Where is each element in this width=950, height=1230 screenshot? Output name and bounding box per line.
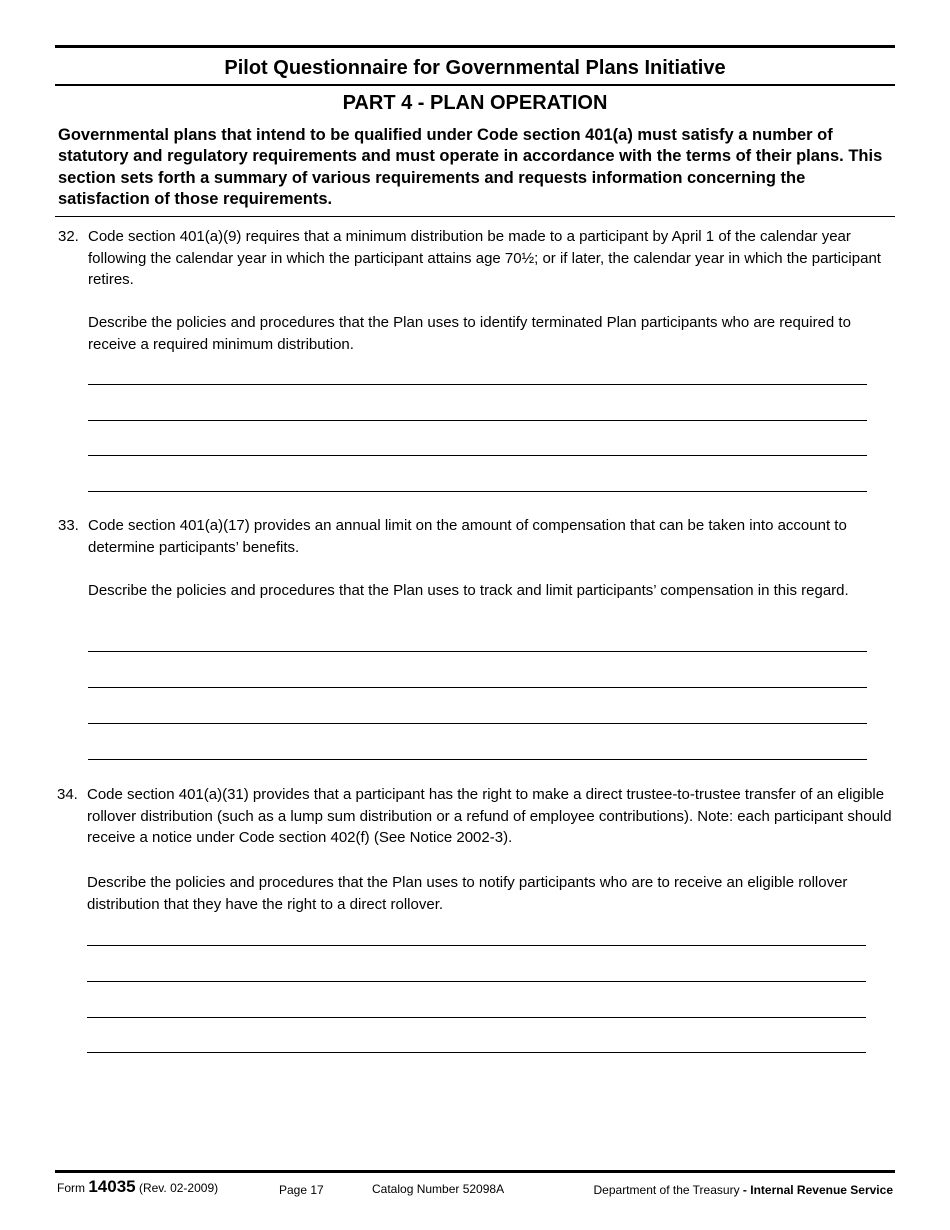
- answer-line[interactable]: [88, 687, 867, 688]
- intro-paragraph: Governmental plans that intend to be qualified under Code section 401(a) must satisfy a number of statutory and regulatory requirements and must operate in accordance with the terms of their plans. This section sets forth a summary of various requirements and requests information concerning the satisfaction of those requirements.: [58, 126, 883, 208]
- question-text: Code section 401(a)(9) requires that a minimum distribution be made to a participant by April 1 of the calendar year following the calendar year in which the participant attains age 70½; or if later, the calendar year in which the participant retires.: [88, 228, 881, 288]
- question-prompt: Describe the policies and procedures that the Plan uses to track and limit participants’ compensation in this regard.: [88, 582, 849, 599]
- form-revision: (Rev. 02-2009): [138, 1181, 219, 1195]
- answer-line[interactable]: [88, 420, 867, 421]
- form-title: Pilot Questionnaire for Governmental Plans Initiative: [224, 57, 726, 79]
- answer-line[interactable]: [87, 945, 866, 946]
- question-number: 34.: [57, 786, 78, 803]
- top-rule: [55, 45, 895, 48]
- answer-line[interactable]: [88, 723, 867, 724]
- question-prompt: Describe the policies and procedures that the Plan uses to identify terminated Plan participants who are required to receive a required minimum distribution.: [88, 314, 851, 353]
- answer-line[interactable]: [88, 759, 867, 760]
- question-prompt: Describe the policies and procedures that the Plan uses to notify participants who are to receive an eligible rollover distribution that they have the right to a direct rollover.: [87, 874, 848, 913]
- answer-line[interactable]: [87, 981, 866, 982]
- intro-rule: [55, 216, 895, 217]
- agency-name: - Internal Revenue Service: [742, 1183, 893, 1197]
- department-label: [594, 1182, 894, 1198]
- answer-line[interactable]: [87, 1052, 866, 1053]
- answer-line[interactable]: [88, 651, 867, 652]
- answer-line[interactable]: [87, 1017, 866, 1018]
- part-heading: PART 4 - PLAN OPERATION: [342, 92, 608, 114]
- answer-line[interactable]: [88, 455, 867, 456]
- page-number: Page 17: [279, 1183, 324, 1197]
- question-text: Code section 401(a)(17) provides an annual limit on the amount of compensation that can be taken into account to determine participants’ benefits.: [88, 517, 847, 556]
- department-name: Department of the Treasury: [593, 1183, 740, 1197]
- question-number: 33.: [58, 517, 79, 534]
- question-text: Code section 401(a)(31) provides that a participant has the right to make a direct trustee-to-trustee transfer of an eligible rollover distribution (such as a lump sum distribution or a refund of employee contributions). Note: each participant should receive a notice under Code section 402(f) (See Notice 2002-3).: [87, 786, 892, 846]
- form-identifier: [57, 1179, 218, 1196]
- title-rule: [55, 84, 895, 86]
- form-number: 14035: [88, 1177, 136, 1196]
- footer-rule: [55, 1170, 895, 1173]
- form-label: Form: [57, 1181, 85, 1195]
- answer-line[interactable]: [88, 491, 867, 492]
- answer-line[interactable]: [88, 384, 867, 385]
- question-number: 32.: [58, 228, 79, 245]
- catalog-number: Catalog Number 52098A: [372, 1182, 505, 1196]
